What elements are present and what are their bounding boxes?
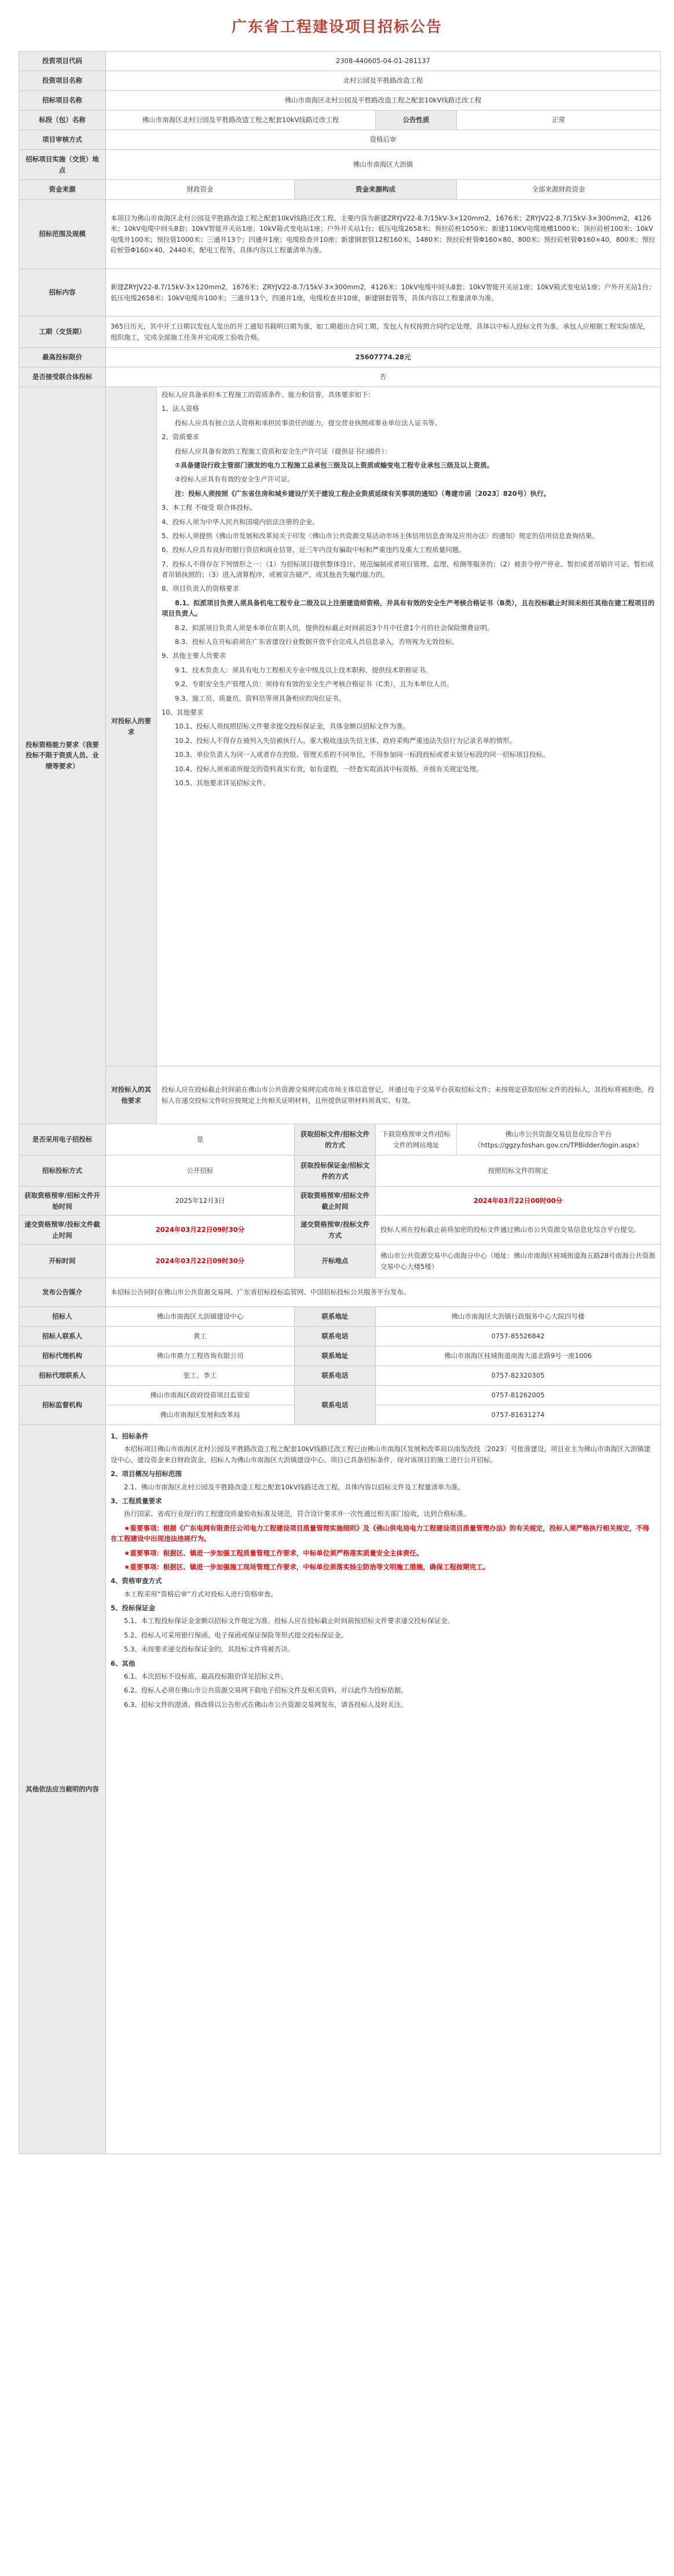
value-deadline: 2024年03月22日09时30分 — [106, 1216, 295, 1245]
qual-item: 10、其他要求 — [162, 708, 204, 716]
value-open-time: 2024年03月22日09时30分 — [106, 1245, 295, 1278]
qual-item: 5、投标人须提供《佛山市发展和改革局关于印发〈佛山市公共资源交易活动市场主体信用信息查询及应用办法〉的通知》规定的信用信息查询结果。 — [162, 531, 599, 540]
notes-text: 2.1、佛山市南海区北村公园及平胜路改造工程之配套10kV线路迁改工程，具体内容以招标文件及工程量清单为准。 — [124, 1482, 464, 1491]
qual-item: 10.3、单位负责人为同一人或者存在控股、管理关系的不同单位，不得参加同一标段投标或者未划分标段的同一招标项目投标。 — [175, 750, 550, 759]
label-supervisor: 招标监督机构 — [19, 1386, 106, 1425]
qual-item: 8、项目负责人的资格要求 — [162, 584, 239, 593]
label-fund: 资金来源 — [19, 180, 106, 200]
notes-heading: 6、其他 — [111, 1659, 135, 1668]
label-location: 招标项目实施（交货）地点 — [19, 150, 106, 180]
label-agent-phone: 联系电话 — [295, 1366, 376, 1386]
row-doc-time — [19, 1187, 661, 1216]
row-location — [19, 150, 661, 180]
label-deposit-method: 获取投标保证金/招标文件的方式 — [295, 1155, 376, 1187]
label-joint: 是否接受联合体投标 — [19, 367, 106, 387]
row-deadline — [19, 1216, 661, 1245]
row-org — [19, 1307, 661, 1327]
value-deposit-method: 按照招标文件的规定 — [376, 1155, 661, 1187]
notes-heading: 4、资格审查方式 — [111, 1577, 162, 1585]
label-tender-name: 招标项目名称 — [19, 91, 106, 111]
value-agent-person: 张工、李工 — [106, 1366, 295, 1386]
value-joint: 否 — [106, 367, 661, 387]
value-open-place: 佛山市公共资源交易中心南海分中心（地址：佛山市南海区桂城街道海五路28号南海公共资源交易中心大楼5楼） — [376, 1245, 661, 1278]
value-fund: 财政资金 — [106, 180, 295, 200]
qual-item: 3、本工程 不接受 联合体投标。 — [162, 503, 257, 512]
value-duration: 365日历天，其中开工日期以发包人发出的开工通知书载明日期为准，如工期超出合同工期，发包人有权按照合同约定处理，具体以中标人投标文件为准。承包人应根据工程实际情况，组织施工，完成全部施工任务并完成竣工验收合格。 — [106, 317, 661, 348]
qual-item: 10.1、投标人须按照招标文件要求提交投标保证金，具体金额以招标文件为准。 — [175, 722, 410, 731]
qual-item: 10.2、投标人不得存在被列入失信被执行人、重大税收违法失信主体、政府采购严重违法失信行为记录名单的情形。 — [175, 736, 517, 745]
notes-heading: 2、项目概况与招标范围 — [111, 1470, 182, 1478]
qual-item: 6、投标人应具有良好的银行资信和商业信誉，近三年内没有骗取中标和严重违约及重大工程质量问题。 — [162, 546, 466, 554]
value-submit-method: 投标人须在投标截止前将加密的投标文件通过佛山市公共资源交易信息化综合平台提交。 — [376, 1216, 661, 1245]
value-qual-other: 投标人应在投标截止时间前在佛山市公共资源交易网完成市场主体信息登记，并通过电子交易平台获取招标文件；未按规定获取招标文件的投标人，其投标将被拒绝。投标人在递交投标文件时应按规定上传相关证明材料，且所提供证明材料须真实、有效。 — [157, 1066, 661, 1124]
value-media: 本招标公告同时在佛山市公共资源交易网、广东省招标投标监管网、中国招标投标公共服务平台发布。 — [106, 1278, 661, 1307]
notes-important: ★重要事项：根据《广东电网有限责任公司电力工程建设项目质量管理实施细则》及《佛山供电局电力工程建设项目质量管理办法》的有关规定，投标人须严格执行相关规定，不得在工程建设中出现违法违规行为。 — [111, 1523, 650, 1543]
qual-item: 9.1、技术负责人：须具有电力工程相关专业中级及以上技术职称，提供技术职称证书。 — [175, 665, 432, 674]
row-section — [19, 111, 661, 130]
notes-text: 本工程采用“资格后审”方式对投标人进行资格审查。 — [124, 1589, 277, 1598]
label-qual-other: 对投标人的其他要求 — [106, 1066, 157, 1124]
label-approval: 项目审核方式 — [19, 130, 106, 150]
row-media — [19, 1278, 661, 1307]
notes-text: 5.2、投标人可采用银行保函、电子保函或保证保险等形式提交投标保证金。 — [124, 1631, 348, 1639]
value-agent: 佛山市鼎力工程咨询有限公司 — [106, 1346, 295, 1366]
qual-item: 10.4、投标人须承诺所提交的资料真实有效，如有虚假，一经查实取消其中标资格，并按有关规定处理。 — [175, 764, 483, 773]
label-open-time: 开标时间 — [19, 1245, 106, 1278]
value-project-code: 2308-440605-04-01-281137 — [106, 51, 661, 71]
row-agent-person — [19, 1366, 661, 1386]
page-title: 广东省工程建设项目招标公告 — [231, 18, 442, 36]
value-agent-phone: 0757-82320305 — [376, 1366, 661, 1386]
qual-item: 9.2、专职安全生产管理人员：须持有有效的安全生产考核合格证书（C类），且为本单位人员。 — [175, 680, 453, 689]
row-project-code — [19, 51, 661, 71]
row-method — [19, 1155, 661, 1187]
label-deadline: 递交资格预审/投标文件截止时间 — [19, 1216, 106, 1245]
row-scope — [19, 200, 661, 269]
label-org-addr: 联系地址 — [295, 1307, 376, 1327]
qual-item: 10.5、其他要求详见招标文件。 — [175, 778, 270, 787]
label-agent: 招标代理机构 — [19, 1346, 106, 1366]
notes-heading: 5、投标保证金 — [111, 1604, 156, 1613]
row-qualification — [19, 387, 661, 1066]
notes-body — [106, 1425, 661, 2154]
label-agent-person: 招标代理联系人 — [19, 1366, 106, 1386]
row-limit — [19, 348, 661, 367]
row-project-name — [19, 71, 661, 91]
qual-item: 9.3、施工员、质量员、资料员等须具备相应的岗位证书。 — [175, 694, 346, 702]
label-agent-addr: 联系地址 — [295, 1346, 376, 1366]
row-duration — [19, 317, 661, 348]
value-scope: 本项目为佛山市南海区北村公园及平胜路改造工程之配套10kV线路迁改工程，主要内容为新建ZRYJV22-8.7/15kV-3×120mm2，1676米；ZRYJV22-8.7/15kV-3×300mm2，4126米；10kV电缆中间头8套；10kV智能开关站1座；10kV箱式变电站1座；户外开关站1台；低压电缆2658米；预拉砼桩1050米；新建110KV电缆地槽1000米；顶拉砼桩100米；10kV电缆井100米；预拉管1000米；三通井13个；四通井1座；电缆检查井10座；新建钢套管12根160米，1480米；预拉砼桩管Φ160×80，800米；预拉砼桩管Φ160×40，800米；预拉砼桩管Φ160×40，2440米，配电工程等，具体内容以工程量清单为准。 — [106, 200, 661, 269]
label-method: 招标投标方式 — [19, 1155, 106, 1187]
label-person: 招标人联系人 — [19, 1327, 106, 1346]
row-supervisor — [19, 1386, 661, 1405]
notes-text: 6.3、招标文件的澄清、修改将以公告形式在佛山市公共资源交易网发布，请各投标人及时关注。 — [124, 1700, 408, 1709]
value-sup2-phone: 0757-81631274 — [376, 1405, 661, 1425]
label-sup-phone: 联系电话 — [295, 1386, 376, 1425]
qual-intro: 投标人应具备承担本工程施工的资质条件、能力和信誉，具体要求如下： — [162, 391, 375, 399]
row-person — [19, 1327, 661, 1346]
value-section: 佛山市南海区北村公园及平胜路改造工程之配套10kV线路迁改工程 — [106, 111, 376, 130]
value-doc-end: 2024年03月22日00时00分 — [376, 1187, 661, 1216]
label-notice-type: 公告性质 — [376, 111, 457, 130]
notes-text: 本招标项目佛山市南海区北村公园及平胜路改造工程之配套10kV线路迁改工程已由佛山市南海区发展和改革局以南发改投〔2023〕号批准建设，项目业主为佛山市南海区大沥镇建设中心，建设资金来自财政资金，招标人为佛山市南海区大沥镇建设中心。项目已具备招标条件，现对该项目的施工进行公开招标。 — [111, 1445, 651, 1464]
label-duration: 工期（交货期） — [19, 317, 106, 348]
label-project-name: 投资项目名称 — [19, 71, 106, 91]
label-doc-end: 获取资格预审/招标文件截止时间 — [295, 1187, 376, 1216]
value-doc-start: 2025年12月3日 — [106, 1187, 295, 1216]
label-limit: 最高投标限价 — [19, 348, 106, 367]
value-org-addr: 佛山市南海区大沥镇行政服务中心大院四号楼 — [376, 1307, 661, 1327]
qual-item: 注：投标人须按照《广东省住房和城乡建设厅关于建设工程企业资质延续有关事项的通知》（粤建市函〔2023〕820号）执行。 — [175, 489, 551, 498]
value-sup-phone: 0757-81262005 — [376, 1386, 661, 1405]
label-project-code: 投资项目代码 — [19, 51, 106, 71]
value-location: 佛山市南海区大沥镇 — [106, 150, 661, 180]
value-method: 公开招标 — [106, 1155, 295, 1187]
notes-heading: 1、招标条件 — [111, 1432, 149, 1440]
value-project-name: 北村公园及平胜路改造工程 — [106, 71, 661, 91]
value-supervisor-2: 佛山市南海区发展和改革局 — [106, 1405, 295, 1425]
value-notice-type: 正常 — [457, 111, 661, 130]
notes-important: ★重要事项：根据区、镇进一步加强工程质量管理工作要求，中标单位须严格落实质量安全主体责任。 — [124, 1548, 423, 1557]
value-phone: 0757-85526842 — [376, 1327, 661, 1346]
row-tender-name — [19, 91, 661, 111]
qual-item: 投标人应具备有效的工程施工资质和安全生产许可证（提供证书扫描件）： — [175, 447, 391, 455]
label-open-place: 开标地点 — [295, 1245, 376, 1278]
row-content — [19, 269, 661, 317]
value-fund-structure: 全部来源财政资金 — [457, 180, 661, 200]
label-section: 标段（包）名称 — [19, 111, 106, 130]
value-content: 新建ZRYJV22-8.7/15kV-3×120mm2，1676米；ZRYJV22-8.7/15kV-3×300mm2，4126米；10kV电缆中间头8套；10kV智能开关站1座；10kV箱式变电站1座；户外开关站1台；低压电缆2658米；10kV电缆井100米；三通井13个，四通井1座，电缆检查井10座，新建钢套管等，具体内容以工程量清单为准。 — [106, 269, 661, 317]
label-media: 发布公告媒介 — [19, 1278, 106, 1307]
qual-item: 2、资质要求 — [162, 433, 199, 441]
label-org: 招标人 — [19, 1307, 106, 1327]
row-approval — [19, 130, 661, 150]
notes-text: 5.1、本工程投标保证金金额以招标文件规定为准。投标人应在投标截止时间前按招标文件要求递交投标保证金。 — [124, 1617, 455, 1625]
qual-item: 投标人应具有独立法人资格和承担民事责任的能力，提交营业执照或事业单位法人证书等。 — [175, 418, 441, 427]
row-agent — [19, 1346, 661, 1366]
row-joint — [19, 367, 661, 387]
label-electronic: 是否采用电子招投标 — [19, 1124, 106, 1155]
label-content: 招标内容 — [19, 269, 106, 317]
qual-body — [157, 387, 661, 1066]
value-supervisor: 佛山市南海区政府投资项目监管室 — [106, 1386, 295, 1405]
qual-item: ①具备建设行政主管部门颁发的电力工程施工总承包三级及以上资质或输变电工程专业承包三级及以上资质。 — [175, 461, 494, 469]
label-doc-method: 获取招标文件/招标文件的方式 — [295, 1124, 376, 1155]
label-scope: 招标范围及规模 — [19, 200, 106, 269]
qual-item: 8.2、拟派项目负责人须是本单位在职人员，提供投标截止时间前近3个月中任意1个月的社会保险缴费证明。 — [175, 623, 494, 632]
qual-item: 9、其他主要人员要求 — [162, 652, 226, 660]
value-tender-name: 佛山市南海区北村公园及平胜路改造工程之配套10kV线路迁改工程 — [106, 91, 661, 111]
notes-heading: 3、工程质量要求 — [111, 1496, 162, 1505]
value-org: 佛山市南海区大沥镇建设中心 — [106, 1307, 295, 1327]
qual-item: 8.3、投标人在开标前须在广东省建设行业数据开放平台完成人员信息录入，否则视为无效投标。 — [175, 638, 459, 646]
notes-text: 执行国家、省或行业现行的工程建设质量验收标准及规范，符合设计要求并一次性通过相关部门验收，达到合格标准。 — [124, 1510, 470, 1518]
label-bidder-req: 对投标人的要求 — [106, 387, 157, 1066]
label-notes: 其他依法应当载明的内容 — [19, 1425, 106, 2154]
row-qual-other — [19, 1066, 661, 1124]
value-person: 黄工 — [106, 1327, 295, 1346]
row-fund — [19, 180, 661, 200]
label-doc-start: 获取资格预审/招标文件开始时间 — [19, 1187, 106, 1216]
qual-item: 8.1、拟派项目负责人须具备机电工程专业二级及以上注册建造师资格，并具有有效的安全生产考核合格证书（B类），且在投标截止时间未担任其他在建工程项目的项目负责人。 — [162, 598, 655, 618]
notes-important: ★重要事项：根据区、镇进一步加强施工现场管理工作要求，中标单位须落实扬尘防治等文明施工措施，确保工程按期完工。 — [124, 1562, 490, 1571]
tender-table — [19, 51, 661, 2154]
label-fund-structure: 资金来源构成 — [295, 180, 457, 200]
value-approval: 资格后审 — [106, 130, 661, 150]
label-submit-method: 递交资格预审/投标文件方式 — [295, 1216, 376, 1245]
value-platform: 佛山市公共资源交易信息化综合平台（https://ggzy.foshan.gov.cn/TPBidder/login.aspx） — [457, 1124, 661, 1155]
qual-item: 7、投标人不得存在下列情形之一：（1）为招标项目提供整体设计、规范编制或者项目管理、监理、检测等服务的；（2）被责令停产停业、暂扣或者吊销许可证、暂扣或者吊销执照的；（3）进入清算程序，或被宣告破产，或其他丧失履约能力的。 — [162, 560, 654, 579]
value-doc-method: 下载资格预审文件/招标文件的网站地址 — [376, 1124, 457, 1155]
notes-text: 6.1、本次招标不设标底，最高投标限价详见招标文件。 — [124, 1672, 288, 1681]
value-agent-addr: 佛山市南海区桂城街道南海大道北路9号一座1006 — [376, 1346, 661, 1366]
qual-item: ②投标人应具有有效的安全生产许可证。 — [175, 475, 294, 484]
label-phone: 联系电话 — [295, 1327, 376, 1346]
qual-item: 4、投标人须为中华人民共和国境内依法注册的企业。 — [162, 517, 319, 526]
notes-text: 6.2、投标人必须在佛山市公共资源交易网下载电子招标文件及相关资料，并以此作为投标依据。 — [124, 1686, 408, 1695]
row-notes — [19, 1425, 661, 2154]
notes-text: 5.3、未按要求递交投标保证金的，其投标文件将被否决。 — [124, 1645, 295, 1654]
qual-item: 1、法人资格 — [162, 404, 199, 413]
row-open — [19, 1245, 661, 1278]
value-electronic: 是 — [106, 1124, 295, 1155]
label-qualification: 投标资格能力要求（我要投标不限于资质人员、业绩等要求） — [19, 387, 106, 1124]
value-limit: 25607774.28元 — [106, 348, 661, 367]
row-electronic — [19, 1124, 661, 1155]
